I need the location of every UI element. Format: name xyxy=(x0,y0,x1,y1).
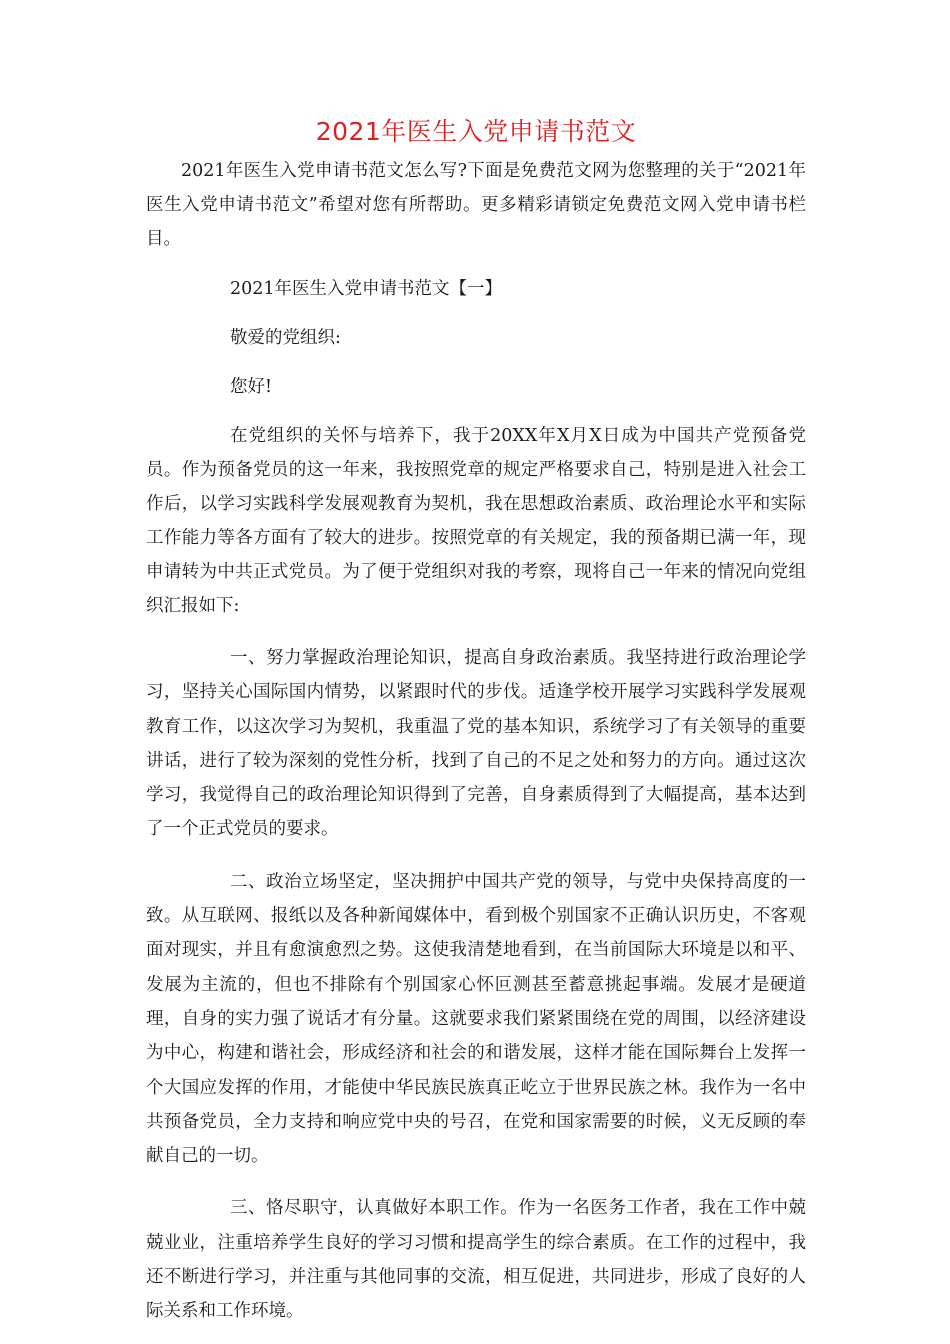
intro-paragraph: 2021年医生入党申请书范文怎么写?下面是免费范文网为您整理的关于“2021年医生入党申请书范文”希望对您有所帮助。更多精彩请锁定免费范文网入党申请书栏目。 xyxy=(146,161,806,249)
page-title: 2021年医生入党申请书范文 xyxy=(315,117,637,146)
section-heading: 2021年医生入党申请书范文【一】 xyxy=(230,279,503,299)
greeting: 您好! xyxy=(230,377,273,397)
body-paragraph-4: 三、恪尽职守，认真做好本职工作。作为一名医务工作者，我在工作中兢兢业业，注重培养学生良好的学习习惯和提高学生的综合素质。在工作的过程中，我还不断进行学习，并注重与其他同事的交流，相互促进，共同进步，形成了良好的人际关系和工作环境。 xyxy=(146,1198,806,1322)
body-paragraph-1: 在党组织的关怀与培养下，我于20XX年X月X日成为中国共产党预备党员。作为预备党员的这一年来，我按照党章的规定严格要求自己，特别是进入社会工作后，以学习实践科学发展观教育为契机，我在思想政治素质、政治理论水平和实际工作能力等各方面有了较大的进步。按照党章的有关规定，我的预备期已满一年，现申请转为中共正式党员。为了便于党组织对我的考察，现将自己一年来的情况向党组织汇报如下: xyxy=(146,426,806,616)
salutation: 敬爱的党组织: xyxy=(230,328,341,348)
document-body xyxy=(146,112,806,1329)
body-paragraph-3: 二、政治立场坚定，坚决拥护中国共产党的领导，与党中央保持高度的一致。从互联网、报纸以及各种新闻媒体中，看到极个别国家不正确认识历史，不客观面对现实，并且有愈演愈烈之势。这使我清楚地看到，在当前国际大环境是以和平、发展为主流的，但也不排除有个别国家心怀叵测甚至蓄意挑起事端。发展才是硬道理，自身的实力强了说话才有分量。这就要求我们紧紧围绕在党的周围，以经济建设为中心，构建和谐社会，形成经济和社会的和谐发展，这样才能在国际舞台上发挥一个大国应发挥的作用，才能使中华民族民族真正屹立于世界民族之林。我作为一名中共预备党员，全力支持和响应党中央的号召，在党和国家需要的时候，义无反顾的奉献自己的一切。 xyxy=(146,871,806,1167)
body-paragraph-2: 一、努力掌握政治理论知识，提高自身政治素质。我坚持进行政治理论学习，坚持关心国际国内情势，以紧跟时代的步伐。适逢学校开展学习实践科学发展观教育工作，以这次学习为契机，我重温了党的基本知识，系统学习了有关领导的重要讲话，进行了较为深刻的党性分析，找到了自己的不足之处和努力的方向。通过这次学习，我觉得自己的政治理论知识得到了完善，自身素质得到了大幅提高，基本达到了一个正式党员的要求。 xyxy=(146,648,806,840)
